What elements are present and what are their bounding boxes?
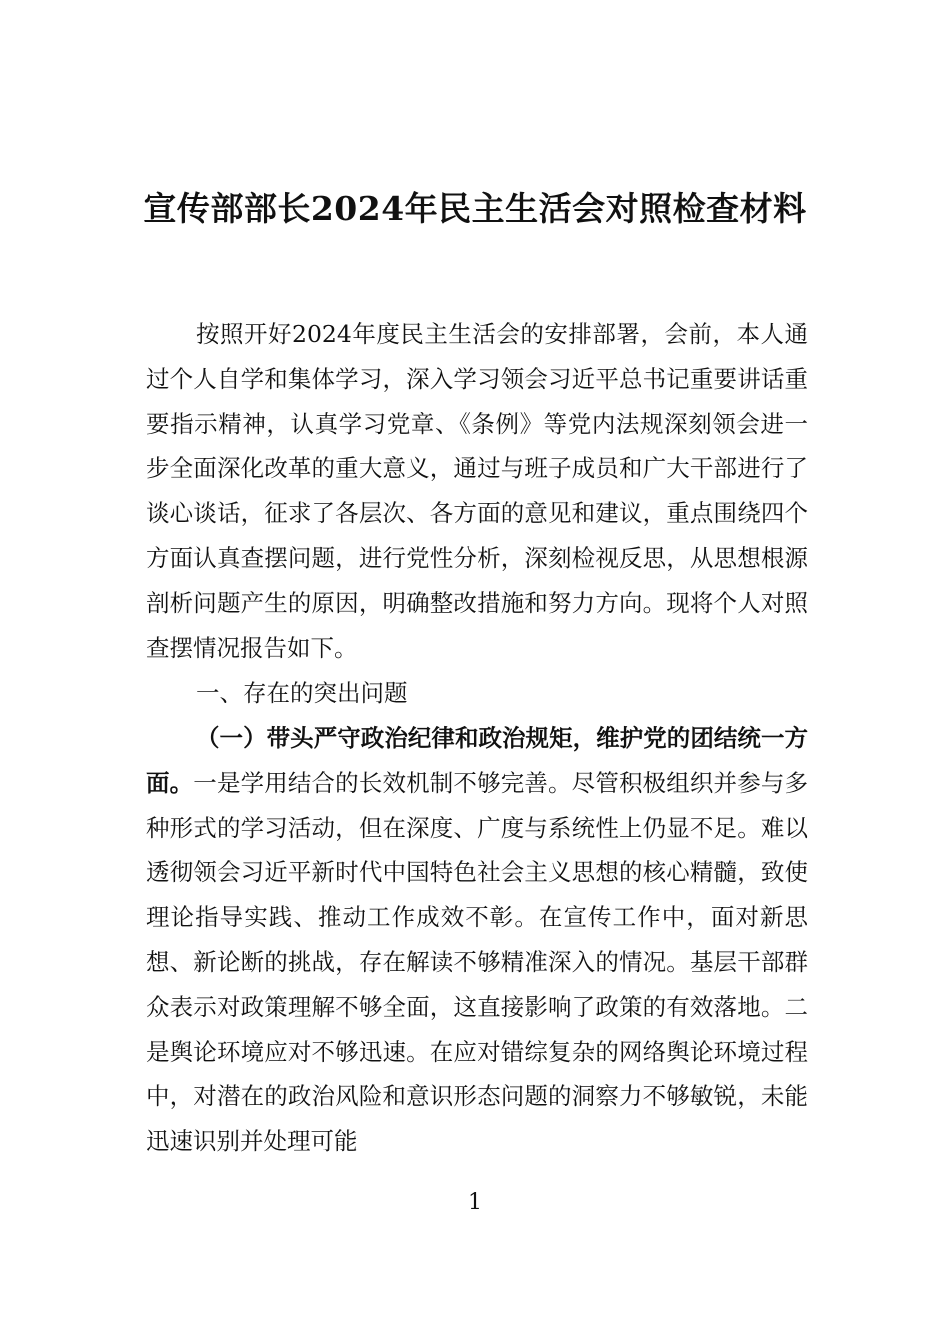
intro-paragraph: 按照开好2024年度民主生活会的安排部署，会前，本人通过个人自学和集体学习，深入学习领会习近平总书记重要讲话重要指示精神，认真学习党章、《条例》等党内法规深刻领会进一步全面深化改革的重大意义，通过与班子成员和广大干部进行了谈心谈话，征求了各层次、各方面的意见和建议，重点围绕四个方面认真查摆问题，进行党性分析，深刻检视反思，从思想根源剖析问题产生的原因，明确整改措施和努力方向。现将个人对照查摆情况报告如下。 — [146, 320, 808, 662]
subsection-text: 一是学用结合的长效机制不够完善。尽管积极组织并参与多种形式的学习活动，但在深度、广度与系统性上仍显不足。难以透彻领会习近平新时代中国特色社会主义思想的核心精髓，致使理论指导实践、推动工作成效不彰。在宣传工作中，面对新思想、新论断的挑战，存在解读不够精准深入的情况。基层干部群众表示对政策理解不够全面，这直接影响了政策的有效落地。二是舆论环境应对不够迅速。在应对错综复杂的网络舆论环境过程中，对潜在的政治风险和意识形态问题的洞察力不够敏锐，未能迅速识别并处理可能 — [146, 768, 808, 1156]
subsection-lead: （一）带头严守政治纪律和政治规矩，维护党的团结统一方面。 — [146, 724, 808, 797]
subsection-paragraph — [146, 716, 808, 1164]
section-heading: 一、存在的突出问题 — [196, 679, 408, 707]
document-title: 宣传部部长2024年民主生活会对照检查材料 — [143, 189, 807, 228]
page-number: 1 — [468, 1190, 482, 1215]
